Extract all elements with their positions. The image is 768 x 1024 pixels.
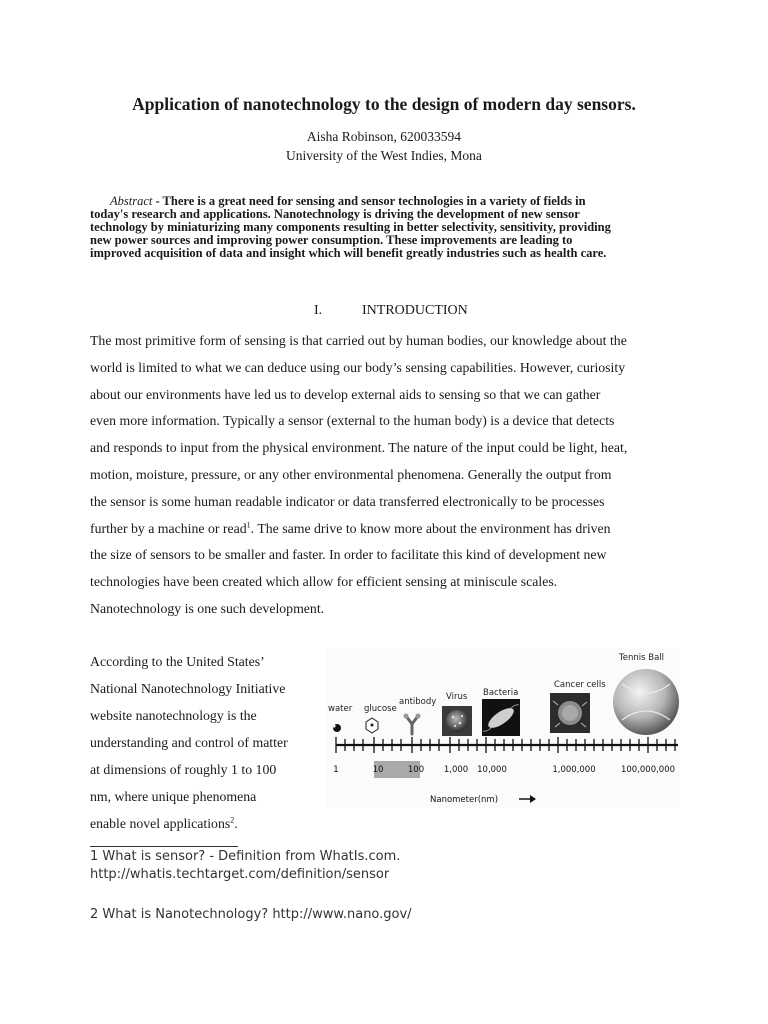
abstract-line: technology by miniaturizing many components resulting in better selectivity, sensitivity, providing — [90, 220, 611, 234]
line-text: enable novel applications — [90, 816, 231, 831]
axis-label: Nanometer(nm) — [430, 795, 499, 805]
nnni-paragraph — [90, 648, 320, 837]
abstract-label: Abstract — [110, 194, 153, 208]
section-title: INTRODUCTION — [362, 303, 468, 318]
paragraph-line: The most primitive form of sensing is that carried out by human bodies, our knowledge about the — [90, 333, 627, 348]
bacteria-icon — [482, 699, 520, 736]
abstract-line: - There is a great need for sensing and sensor technologies in a variety of fields in — [152, 194, 586, 208]
figure-label-antibody: antibody — [399, 697, 437, 707]
paragraph-line: at dimensions of roughly 1 to 100 — [90, 762, 277, 777]
scale-label: 10 — [372, 765, 384, 775]
affiliation-line: University of the West Indies, Mona — [286, 148, 482, 163]
line-text: further by a machine or read — [90, 520, 247, 536]
paragraph-line: world is limited to what we can deduce using our body’s sensing capabilities. However, curiosity — [90, 359, 626, 375]
nanoscale-figure — [326, 648, 680, 808]
paragraph-line — [90, 810, 320, 837]
water-molecule-icon — [332, 724, 341, 732]
figure-label-bacteria: Bacteria — [483, 688, 519, 698]
scale-label: 1 — [333, 765, 339, 775]
figure-label-tennis-ball: Tennis Ball — [619, 653, 665, 663]
paragraph-line: the sensor is some human readable indicator or data transferred electronically to be processes — [90, 493, 605, 509]
scale-label: 10,000 — [477, 765, 507, 775]
footnote-1-url[interactable]: http://whatis.techtarget.com/definition/sensor — [90, 867, 390, 882]
footnote-ref-1[interactable]: 1 — [246, 519, 251, 529]
footnote-number: 1 — [90, 849, 99, 864]
paragraph-line: website nanotechnology is the — [90, 708, 257, 723]
abstract-line: today's research and applications. Nanotechnology is driving the development of new sensor — [90, 207, 580, 221]
paragraph-line: National Nanotechnology Initiative — [90, 681, 286, 696]
paragraph-line: nm, where unique phenomena — [90, 789, 257, 804]
author-line: Aisha Robinson, 620033594 — [306, 129, 462, 144]
footnote-text: What is Nanotechnology? http://www.nano.gov/ — [98, 907, 412, 922]
footnote-ref-2[interactable]: 2 — [230, 815, 235, 825]
footnote-number: 2 — [90, 907, 99, 922]
figure-label-cancer-cells: Cancer cells — [554, 680, 606, 690]
scale-label: 1,000,000 — [552, 765, 596, 775]
paragraph-line: motion, moisture, pressure, or any other environmental phenomena. Generally the output from — [90, 466, 612, 482]
section-number: I. — [314, 303, 323, 318]
paragraph-line: the size of sensors to be smaller and faster. In order to facilitate this kind of development new — [90, 547, 607, 563]
glucose-molecule-icon — [366, 718, 378, 733]
scale-label: 1,000 — [443, 765, 469, 775]
abstract — [90, 195, 680, 260]
paragraph-line: Nanotechnology is one such development. — [90, 600, 325, 616]
paper-title: Application of nanotechnology to the design of modern day sensors. — [132, 94, 636, 114]
abstract-line: improved acquisition of data and insight which will benefit greatly industries such as health care. — [90, 246, 607, 260]
scale-label: 100 — [407, 765, 425, 775]
antibody-icon — [404, 714, 421, 735]
footnote-text: What is sensor? - Definition from WhatIs.com. — [98, 849, 401, 864]
paragraph-line: about our environments have led us to develop external aids to sensing so that we can gather — [90, 386, 601, 402]
scale-label: 100,000,000 — [620, 765, 676, 775]
figure-label-glucose: glucose — [364, 704, 397, 714]
paragraph-line: technologies have been created which allow for efficient sensing at miniscule scales. — [90, 574, 558, 590]
figure-label-water: water — [328, 704, 353, 714]
introduction-paragraph — [90, 328, 684, 623]
line-text: . The same drive to know more about the environment has driven — [250, 520, 611, 536]
paragraph-line: and responds to input from the physical environment. The nature of the input could be light, heat, — [90, 440, 628, 456]
scale-figure-svg — [326, 648, 680, 808]
footnote-divider — [90, 846, 238, 847]
abstract-line: new power sources and improving power consumption. These improvements are leading to — [90, 233, 573, 247]
line-text: . — [234, 816, 238, 831]
virus-icon — [442, 706, 472, 736]
footnote-2 — [90, 907, 412, 922]
figure-label-virus: Virus — [446, 692, 468, 702]
tennis-ball-icon — [613, 669, 679, 735]
paragraph-line: even more information. Typically a sensor (external to the human body) is a device that detects — [90, 413, 615, 429]
cancer-cell-icon — [550, 693, 590, 733]
paragraph-line: understanding and control of matter — [90, 735, 288, 750]
paragraph-line — [90, 516, 684, 543]
footnote-1 — [90, 849, 400, 864]
arrow-right-icon — [519, 795, 536, 803]
paragraph-line: According to the United States’ — [90, 654, 265, 669]
